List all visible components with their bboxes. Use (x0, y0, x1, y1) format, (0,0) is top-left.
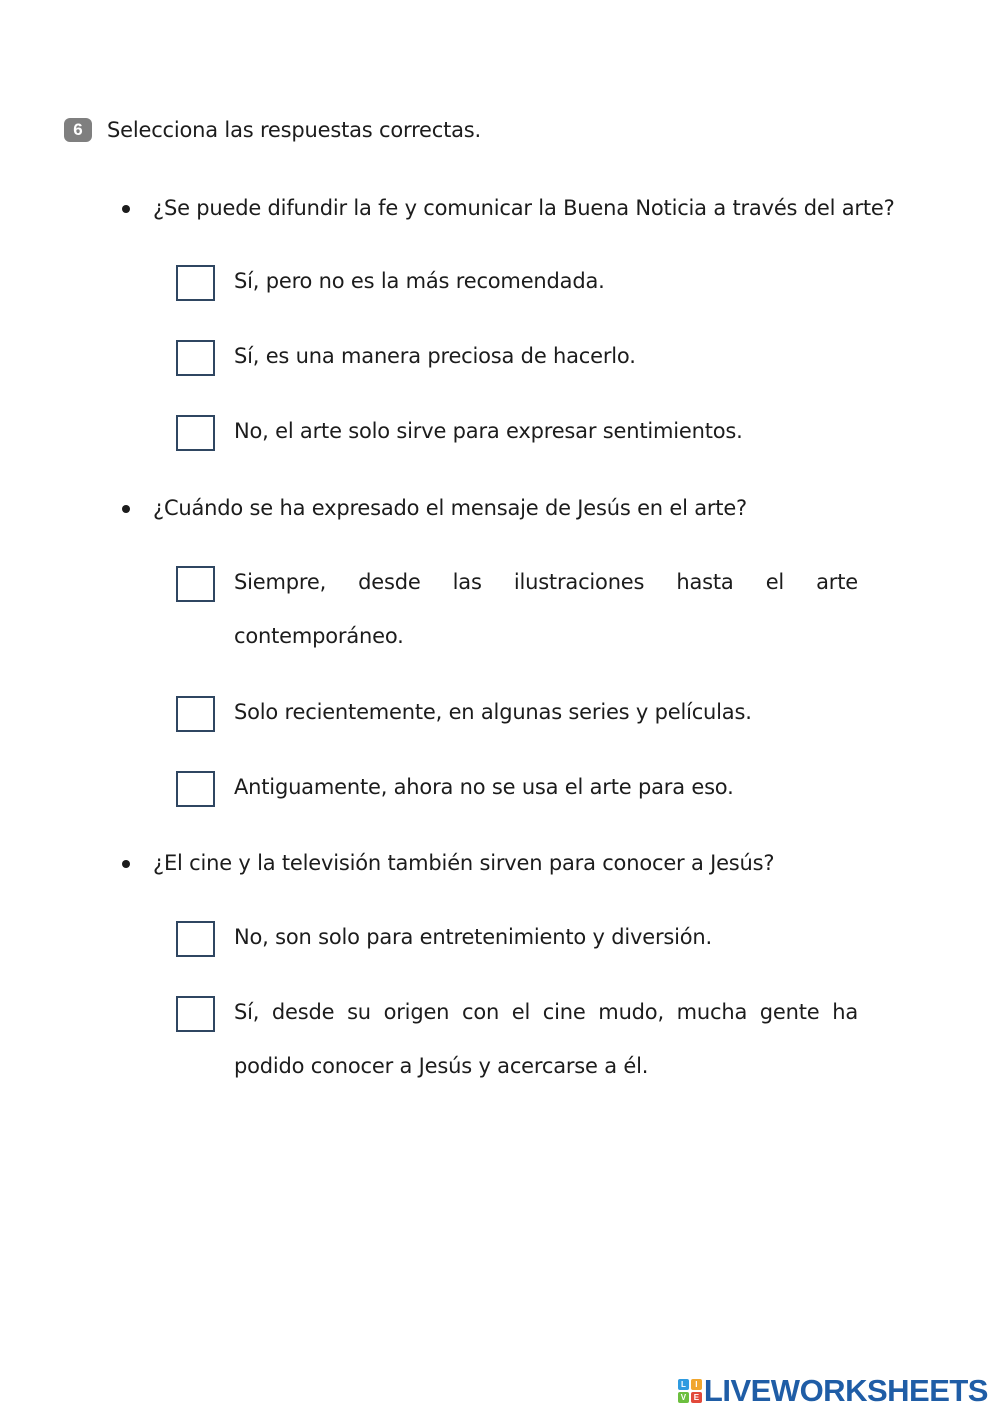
answer-text: Sí, pero no es la más recomendada. (234, 269, 605, 293)
question-text: ¿Cuándo se ha expresado el mensaje de Jesús en el arte? (153, 496, 748, 520)
bullet-icon (122, 205, 130, 213)
bullet-icon (122, 505, 130, 513)
answer-checkbox[interactable] (176, 340, 215, 376)
bullet-icon (122, 860, 130, 868)
answer-checkbox[interactable] (176, 996, 215, 1032)
exercise-instruction: Selecciona las respuestas correctas. (107, 118, 482, 142)
answer-text: No, son solo para entretenimiento y diversión. (234, 925, 712, 949)
logo-tile: I (691, 1379, 702, 1390)
answer-text: Sí, desde su origen con el cine mudo, mucha gente ha podido conocer a Jesús y acercarse a él. (234, 1000, 858, 1078)
answer-checkbox[interactable] (176, 566, 215, 602)
logo-text: LIVEWORKSHEETS (703, 1373, 988, 1408)
answer-checkbox[interactable] (176, 771, 215, 807)
answer-text: Siempre, desde las ilustraciones hasta el arte contemporáneo. (234, 570, 858, 648)
answer-checkbox[interactable] (176, 415, 215, 451)
liveworksheets-logo (678, 1373, 988, 1409)
question-1 (122, 196, 895, 220)
answer-text: Sí, es una manera preciosa de hacerlo. (234, 344, 636, 368)
question-2 (122, 496, 747, 520)
answer-checkbox[interactable] (176, 696, 215, 732)
logo-tile: V (678, 1392, 689, 1403)
answer-checkbox[interactable] (176, 265, 215, 301)
answer-checkbox[interactable] (176, 921, 215, 957)
question-text: ¿Se puede difundir la fe y comunicar la Buena Noticia a través del arte? (153, 196, 895, 220)
logo-tile: E (691, 1392, 702, 1403)
answer-text: No, el arte solo sirve para expresar sentimientos. (234, 419, 743, 443)
exercise-number-badge: 6 (64, 118, 92, 142)
logo-tile: L (678, 1379, 689, 1390)
answer-text: Antiguamente, ahora no se usa el arte para eso. (234, 775, 734, 799)
question-3 (122, 851, 774, 875)
answer-text: Solo recientemente, en algunas series y películas. (234, 700, 752, 724)
liveworksheets-icon (678, 1379, 702, 1403)
question-text: ¿El cine y la televisión también sirven para conocer a Jesús? (153, 851, 775, 875)
exercise-header (64, 118, 481, 142)
